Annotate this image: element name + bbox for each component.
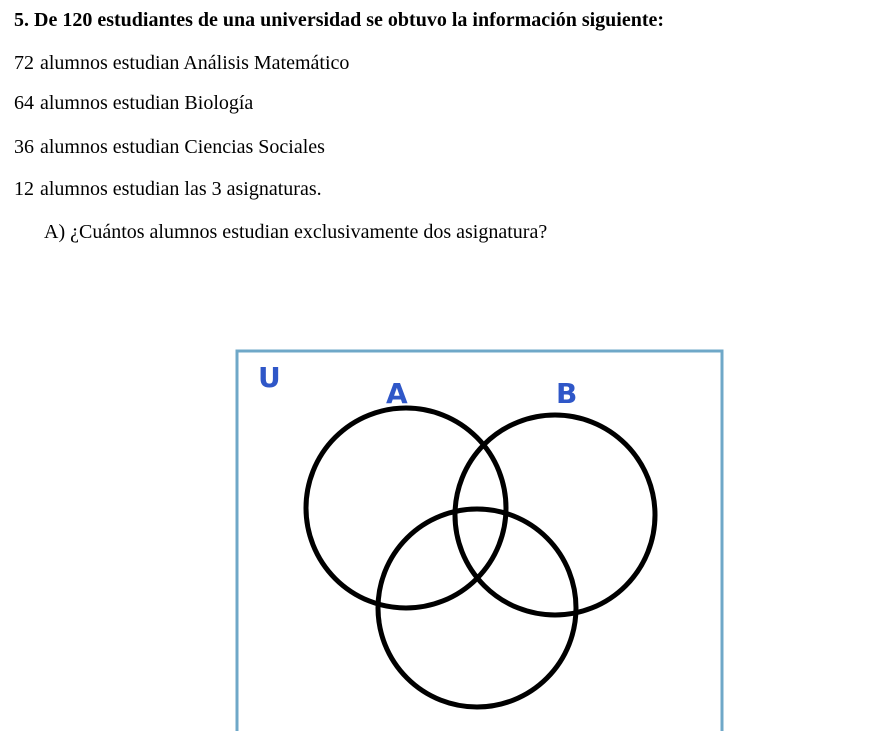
fact-text: alumnos estudian Ciencias Sociales (40, 136, 325, 158)
set-b-label: B (556, 377, 578, 410)
fact-count: 12 (14, 178, 34, 200)
fact-text: alumnos estudian las 3 asignaturas. (40, 178, 322, 200)
question-a: A) ¿Cuántos alumnos estudian exclusivamente dos asignatura? (44, 221, 548, 243)
fact-count: 64 (14, 92, 34, 114)
fact-text: alumnos estudian Análisis Matemático (40, 52, 350, 74)
fact-count: 72 (14, 52, 34, 74)
problem-statement: 5. De 120 estudiantes de una universidad se obtuvo la información siguiente: (14, 9, 665, 31)
circle-b (455, 415, 655, 615)
universe-label: U (258, 361, 281, 394)
fact-text: alumnos estudian Biología (40, 92, 254, 114)
set-a-label: A (386, 377, 408, 410)
fact-count: 36 (14, 136, 34, 158)
